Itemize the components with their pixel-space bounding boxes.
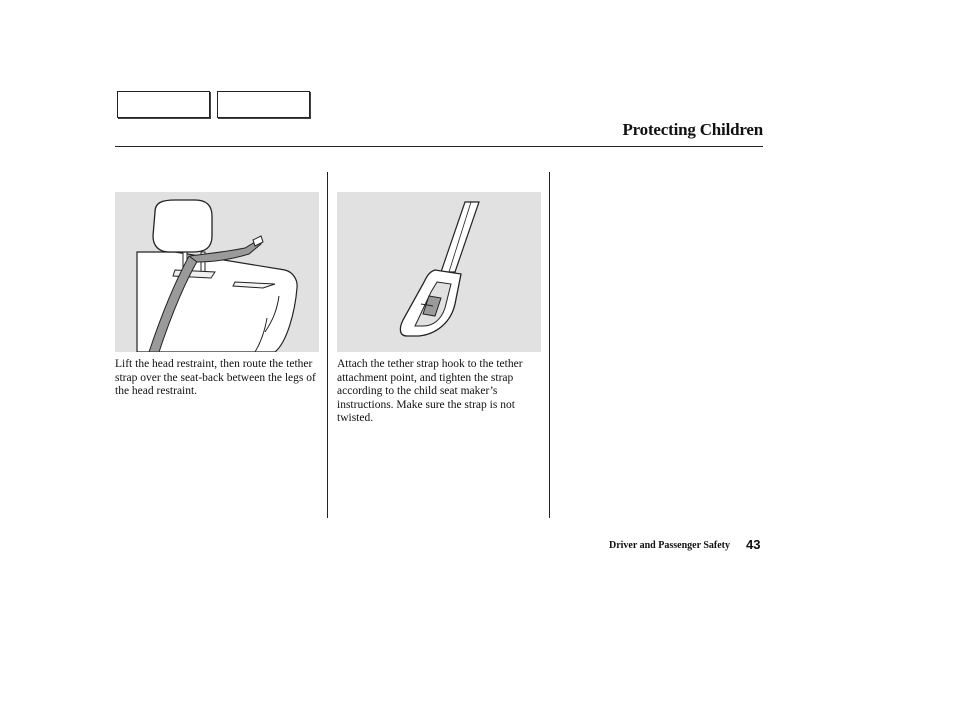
nav-tab-button-1[interactable] bbox=[117, 91, 210, 118]
figure-1-caption: Lift the head restraint, then route the tether strap over the seat-back between the legs of the head restraint. bbox=[115, 358, 316, 397]
tether-hook-illustration bbox=[337, 192, 541, 352]
column-divider-2 bbox=[549, 172, 550, 518]
page-number: 43 bbox=[746, 537, 761, 552]
column-divider-1 bbox=[327, 172, 328, 518]
footer-section-name: Driver and Passenger Safety bbox=[608, 540, 730, 551]
section-title: Protecting Children bbox=[622, 120, 763, 139]
header-divider bbox=[115, 146, 763, 147]
figure-2-caption: Attach the tether strap hook to the tether attachment point, and tighten the strap according to the child seat maker’s instructions. Make sure the strap is not twisted. bbox=[337, 358, 523, 424]
nav-tab-button-2[interactable] bbox=[217, 91, 310, 118]
head-restraint-illustration bbox=[115, 192, 319, 352]
